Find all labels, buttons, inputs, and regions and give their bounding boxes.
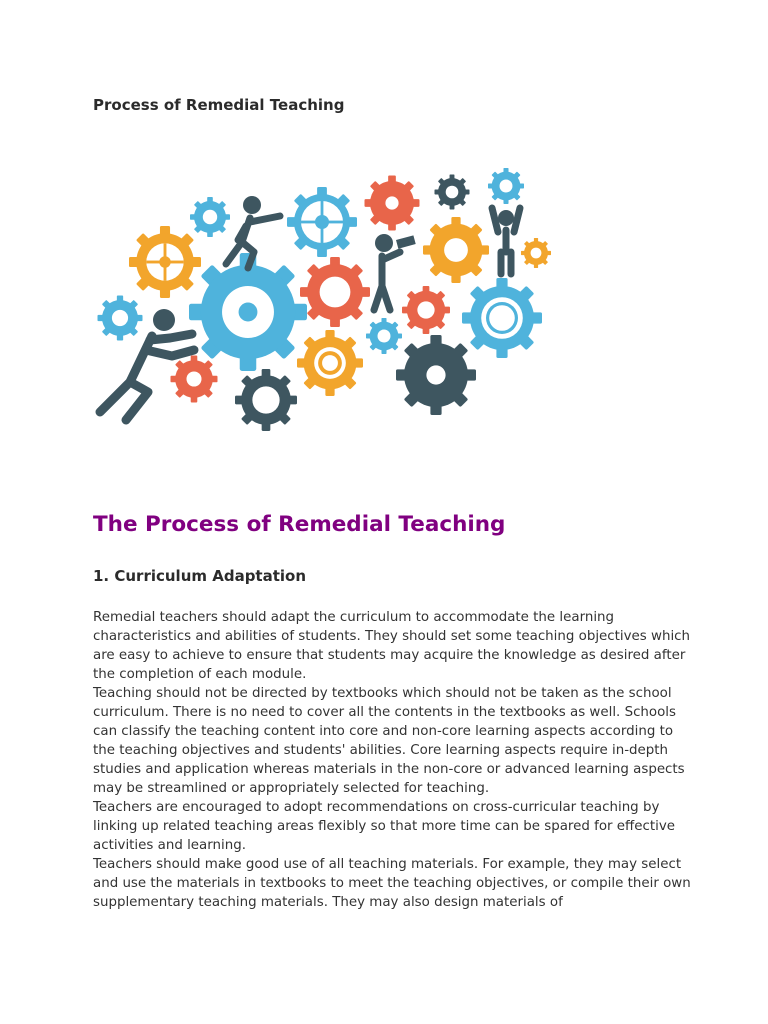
gear-icon xyxy=(287,187,357,257)
gear-icon xyxy=(462,278,542,358)
gear-icon xyxy=(129,226,201,298)
paragraph: Teachers are encouraged to adopt recommendations on cross-curricular teaching by linking up related teaching areas flexibly so that more time can be spared for effective activities and learning. xyxy=(93,800,675,853)
gear-icon xyxy=(396,335,476,415)
document-title: The Process of Remedial Teaching xyxy=(93,512,506,537)
gear-icon xyxy=(297,330,363,396)
gear-icon xyxy=(365,176,420,231)
gear-icon xyxy=(423,217,489,283)
paragraph: Remedial teachers should adapt the curriculum to accommodate the learning characteristics and abilities of students. They should set some teaching objectives which are easy to achieve to ensure that students may acquire the knowledge as desired after the completion of each module. xyxy=(93,610,691,682)
gear-icon xyxy=(190,197,230,237)
section-heading: 1. Curriculum Adaptation xyxy=(93,567,307,585)
page-heading: Process of Remedial Teaching xyxy=(93,96,345,114)
gear-icon xyxy=(366,318,402,354)
gear-icon xyxy=(488,168,524,204)
gear-icon xyxy=(300,257,370,327)
person-telescope-icon xyxy=(374,234,416,310)
gear-icon xyxy=(435,175,470,210)
gear-icon xyxy=(521,238,551,268)
person-lifting-icon xyxy=(492,208,520,274)
gear-icon xyxy=(235,369,297,431)
person-pointing-icon xyxy=(226,196,280,268)
gear-icon xyxy=(171,356,218,403)
paragraph: Teaching should not be directed by textbooks which should not be taken as the school curriculum. There is no need to cover all the contents in the textbooks as well. Schools can classify the teaching content into core and non-core learning aspects according to the teaching objectives and students' abilities. Core learning aspects require in-depth studies and application whereas materials in the non-core or advanced learning aspects may be streamlined or appropriately selected for teaching. xyxy=(93,686,685,796)
paragraph: Teachers should make good use of all teaching materials. For example, they may select and use the materials in textbooks to meet the teaching objectives, or compile their own supplementary teaching materials. They may also design materials of xyxy=(93,857,691,910)
gear-icon xyxy=(98,296,143,341)
gear-icon xyxy=(402,286,450,334)
section-body xyxy=(93,608,693,912)
gears-people-illustration xyxy=(90,160,560,440)
